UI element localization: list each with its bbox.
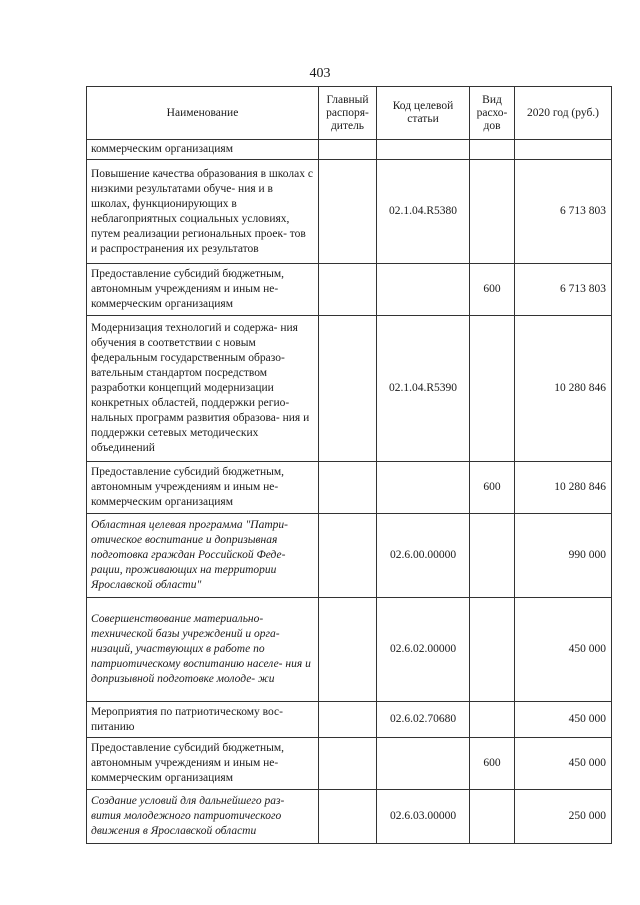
vid-cell xyxy=(470,790,515,844)
amount-cell: 450 000 xyxy=(515,702,612,738)
amount-cell: 10 280 846 xyxy=(515,316,612,462)
name-cell: Модернизация технологий и содержа- ния обучения в соответствии с новым федеральным государственным образо- вательным стандартом посредством разработки концепций модернизации конкретных областей, поддержки регио- нальных программ развития образова- ния и поддержки сетевых методических объединений xyxy=(87,316,319,462)
name-cell: Предоставление субсидий бюджетным, автономным учреждениям и иным не- коммерческим организациям xyxy=(87,738,319,790)
table-row xyxy=(87,160,612,264)
code-cell: 02.6.02.70680 xyxy=(377,702,470,738)
admin-cell xyxy=(319,514,377,598)
name-cell: Создание условий для дальнейшего раз- вития молодежного патриотического движения в Ярославской области xyxy=(87,790,319,844)
vid-cell xyxy=(470,160,515,264)
amount-cell: 450 000 xyxy=(515,598,612,702)
amount-cell: 450 000 xyxy=(515,738,612,790)
admin-cell xyxy=(319,702,377,738)
table-row xyxy=(87,140,612,160)
budget-table xyxy=(86,86,612,844)
admin-cell xyxy=(319,140,377,160)
amount-cell: 990 000 xyxy=(515,514,612,598)
vid-cell xyxy=(470,140,515,160)
page-number: 403 xyxy=(309,66,331,81)
table-row xyxy=(87,264,612,316)
table-row xyxy=(87,598,612,702)
col-header-amount: 2020 год (руб.) xyxy=(515,87,612,140)
admin-cell xyxy=(319,264,377,316)
admin-cell xyxy=(319,598,377,702)
vid-cell xyxy=(470,702,515,738)
code-cell: 02.6.03.00000 xyxy=(377,790,470,844)
amount-cell: 6 713 803 xyxy=(515,264,612,316)
col-header-name: Наименование xyxy=(87,87,319,140)
table-row xyxy=(87,462,612,514)
col-header-vid: Вид расхо- дов xyxy=(470,87,515,140)
vid-cell: 600 xyxy=(470,264,515,316)
table-row xyxy=(87,790,612,844)
vid-cell: 600 xyxy=(470,738,515,790)
vid-cell xyxy=(470,316,515,462)
code-cell xyxy=(377,264,470,316)
admin-cell xyxy=(319,738,377,790)
code-cell: 02.6.02.00000 xyxy=(377,598,470,702)
table-row xyxy=(87,738,612,790)
name-cell: Совершенствование материально- технической базы учреждений и орга- низаций, участвующих в работе по патриотическому воспитанию населе- ния и допризывной подготовке молоде- жи xyxy=(87,598,319,702)
vid-cell xyxy=(470,514,515,598)
code-cell: 02.1.04.R5380 xyxy=(377,160,470,264)
admin-cell xyxy=(319,790,377,844)
amount-cell: 10 280 846 xyxy=(515,462,612,514)
name-cell: Повышение качества образования в школах с низкими результатами обуче- ния и в школах, функционирующих в неблагоприятных социальных условиях, путем реализации региональных проек- тов и распространения их результатов xyxy=(87,160,319,264)
name-cell: Предоставление субсидий бюджетным, автономным учреждениям и иным не- коммерческим организациям xyxy=(87,462,319,514)
name-cell: Мероприятия по патриотическому вос- питанию xyxy=(87,702,319,738)
name-cell: коммерческим организациям xyxy=(87,140,319,160)
code-cell xyxy=(377,462,470,514)
name-cell: Предоставление субсидий бюджетным, автономным учреждениям и иным не- коммерческим организациям xyxy=(87,264,319,316)
code-cell: 02.6.00.00000 xyxy=(377,514,470,598)
table-header-row xyxy=(87,87,612,140)
col-header-code: Код целевой статьи xyxy=(377,87,470,140)
code-cell xyxy=(377,140,470,160)
code-cell xyxy=(377,738,470,790)
vid-cell: 600 xyxy=(470,462,515,514)
table-row xyxy=(87,514,612,598)
table-row xyxy=(87,316,612,462)
code-cell: 02.1.04.R5390 xyxy=(377,316,470,462)
table-row xyxy=(87,702,612,738)
admin-cell xyxy=(319,160,377,264)
amount-cell: 250 000 xyxy=(515,790,612,844)
col-header-admin: Главный распоря- дитель xyxy=(319,87,377,140)
amount-cell: 6 713 803 xyxy=(515,160,612,264)
name-cell: Областная целевая программа "Патри- отическое воспитание и допризывная подготовка граждан Российской Феде- рации, проживающих на территории Ярославской области" xyxy=(87,514,319,598)
amount-cell xyxy=(515,140,612,160)
vid-cell xyxy=(470,598,515,702)
admin-cell xyxy=(319,316,377,462)
admin-cell xyxy=(319,462,377,514)
